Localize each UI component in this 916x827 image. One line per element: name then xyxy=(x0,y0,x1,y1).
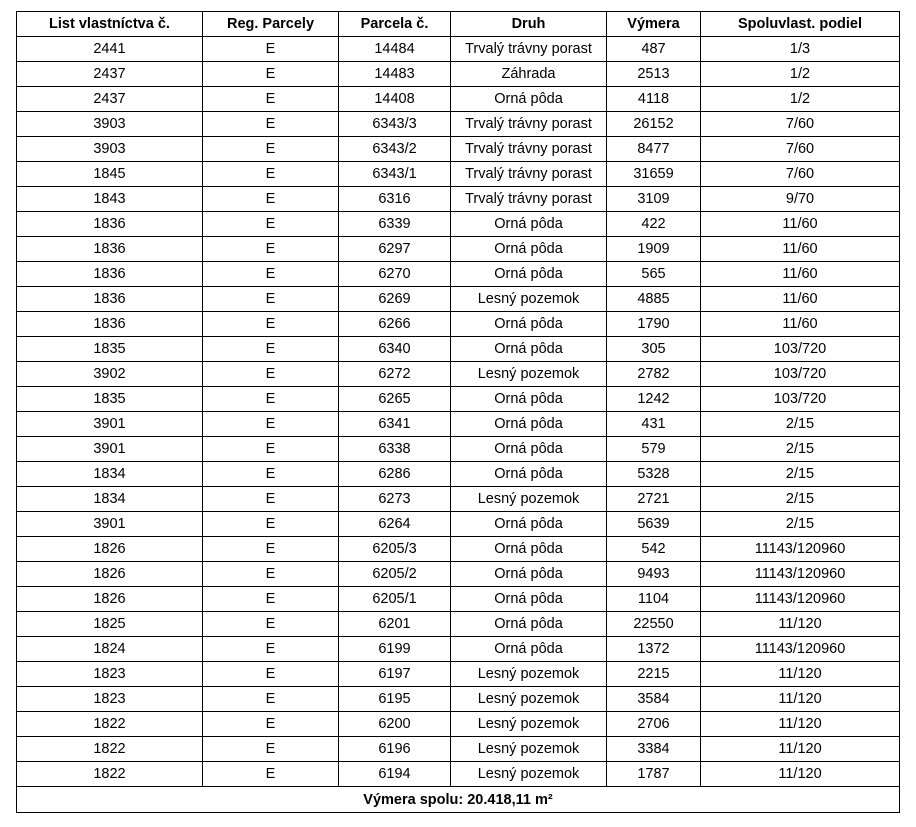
table-row xyxy=(17,387,900,412)
druh-cell: Orná pôda xyxy=(451,412,607,437)
parcela-cell: 6273 xyxy=(339,487,451,512)
druh-cell: Lesný pozemok xyxy=(451,762,607,787)
parcela-cell: 6199 xyxy=(339,637,451,662)
table-row xyxy=(17,362,900,387)
vymera-cell: 2513 xyxy=(607,62,701,87)
druh-cell: Orná pôda xyxy=(451,87,607,112)
list-vlastnictva-cell: 1826 xyxy=(17,537,203,562)
spoluvlast-podiel-cell: 11/120 xyxy=(701,762,900,787)
vymera-cell: 26152 xyxy=(607,112,701,137)
vymera-cell: 22550 xyxy=(607,612,701,637)
reg-parcely-cell: E xyxy=(203,62,339,87)
list-vlastnictva-cell: 1845 xyxy=(17,162,203,187)
spoluvlast-podiel-cell: 103/720 xyxy=(701,387,900,412)
vymera-cell: 1104 xyxy=(607,587,701,612)
druh-cell: Orná pôda xyxy=(451,612,607,637)
druh-cell: Orná pôda xyxy=(451,212,607,237)
table-row xyxy=(17,737,900,762)
header-vymera: Výmera xyxy=(607,12,701,37)
parcela-cell: 6205/2 xyxy=(339,562,451,587)
parcela-cell: 6264 xyxy=(339,512,451,537)
table-row xyxy=(17,537,900,562)
vymera-cell: 2782 xyxy=(607,362,701,387)
spoluvlast-podiel-cell: 2/15 xyxy=(701,512,900,537)
reg-parcely-cell: E xyxy=(203,487,339,512)
list-vlastnictva-cell: 2441 xyxy=(17,37,203,62)
reg-parcely-cell: E xyxy=(203,662,339,687)
parcela-cell: 6297 xyxy=(339,237,451,262)
reg-parcely-cell: E xyxy=(203,337,339,362)
druh-cell: Lesný pozemok xyxy=(451,487,607,512)
reg-parcely-cell: E xyxy=(203,537,339,562)
spoluvlast-podiel-cell: 11/120 xyxy=(701,737,900,762)
table-row xyxy=(17,212,900,237)
reg-parcely-cell: E xyxy=(203,212,339,237)
list-vlastnictva-cell: 1843 xyxy=(17,187,203,212)
spoluvlast-podiel-cell: 11/120 xyxy=(701,712,900,737)
vymera-cell: 487 xyxy=(607,37,701,62)
reg-parcely-cell: E xyxy=(203,562,339,587)
druh-cell: Orná pôda xyxy=(451,262,607,287)
spoluvlast-podiel-cell: 11/120 xyxy=(701,662,900,687)
table-row xyxy=(17,662,900,687)
parcela-cell: 6195 xyxy=(339,687,451,712)
vymera-cell: 4885 xyxy=(607,287,701,312)
parcela-cell: 14483 xyxy=(339,62,451,87)
druh-cell: Orná pôda xyxy=(451,562,607,587)
druh-cell: Lesný pozemok xyxy=(451,737,607,762)
parcela-cell: 6343/3 xyxy=(339,112,451,137)
vymera-cell: 31659 xyxy=(607,162,701,187)
spoluvlast-podiel-cell: 7/60 xyxy=(701,112,900,137)
list-vlastnictva-cell: 1822 xyxy=(17,712,203,737)
table-row xyxy=(17,312,900,337)
reg-parcely-cell: E xyxy=(203,687,339,712)
reg-parcely-cell: E xyxy=(203,712,339,737)
list-vlastnictva-cell: 1836 xyxy=(17,287,203,312)
parcela-cell: 6343/2 xyxy=(339,137,451,162)
parcela-cell: 6343/1 xyxy=(339,162,451,187)
list-vlastnictva-cell: 2437 xyxy=(17,87,203,112)
spoluvlast-podiel-cell: 103/720 xyxy=(701,337,900,362)
list-vlastnictva-cell: 1834 xyxy=(17,487,203,512)
table-row xyxy=(17,762,900,787)
vymera-cell: 4118 xyxy=(607,87,701,112)
druh-cell: Orná pôda xyxy=(451,587,607,612)
reg-parcely-cell: E xyxy=(203,387,339,412)
spoluvlast-podiel-cell: 11143/120960 xyxy=(701,637,900,662)
list-vlastnictva-cell: 1835 xyxy=(17,337,203,362)
total-row xyxy=(17,787,900,813)
druh-cell: Orná pôda xyxy=(451,512,607,537)
table-row xyxy=(17,462,900,487)
list-vlastnictva-cell: 1836 xyxy=(17,237,203,262)
druh-cell: Trvalý trávny porast xyxy=(451,187,607,212)
parcela-cell: 6269 xyxy=(339,287,451,312)
vymera-cell: 9493 xyxy=(607,562,701,587)
reg-parcely-cell: E xyxy=(203,87,339,112)
druh-cell: Lesný pozemok xyxy=(451,687,607,712)
reg-parcely-cell: E xyxy=(203,362,339,387)
reg-parcely-cell: E xyxy=(203,112,339,137)
list-vlastnictva-cell: 3901 xyxy=(17,437,203,462)
table-header-row xyxy=(17,12,900,37)
reg-parcely-cell: E xyxy=(203,412,339,437)
list-vlastnictva-cell: 1826 xyxy=(17,587,203,612)
druh-cell: Orná pôda xyxy=(451,387,607,412)
druh-cell: Lesný pozemok xyxy=(451,287,607,312)
reg-parcely-cell: E xyxy=(203,162,339,187)
vymera-cell: 2706 xyxy=(607,712,701,737)
vymera-cell: 565 xyxy=(607,262,701,287)
spoluvlast-podiel-cell: 7/60 xyxy=(701,137,900,162)
vymera-cell: 3584 xyxy=(607,687,701,712)
parcela-cell: 6197 xyxy=(339,662,451,687)
spoluvlast-podiel-cell: 11/60 xyxy=(701,312,900,337)
reg-parcely-cell: E xyxy=(203,237,339,262)
parcela-cell: 6200 xyxy=(339,712,451,737)
druh-cell: Trvalý trávny porast xyxy=(451,137,607,162)
spoluvlast-podiel-cell: 2/15 xyxy=(701,487,900,512)
druh-cell: Záhrada xyxy=(451,62,607,87)
spoluvlast-podiel-cell: 11/60 xyxy=(701,212,900,237)
table-row xyxy=(17,112,900,137)
druh-cell: Orná pôda xyxy=(451,237,607,262)
parcela-cell: 6205/3 xyxy=(339,537,451,562)
vymera-cell: 431 xyxy=(607,412,701,437)
vymera-cell: 305 xyxy=(607,337,701,362)
reg-parcely-cell: E xyxy=(203,762,339,787)
parcela-cell: 6338 xyxy=(339,437,451,462)
parcela-cell: 6265 xyxy=(339,387,451,412)
druh-cell: Orná pôda xyxy=(451,437,607,462)
vymera-cell: 3109 xyxy=(607,187,701,212)
druh-cell: Orná pôda xyxy=(451,462,607,487)
reg-parcely-cell: E xyxy=(203,187,339,212)
spoluvlast-podiel-cell: 11/60 xyxy=(701,237,900,262)
druh-cell: Orná pôda xyxy=(451,337,607,362)
reg-parcely-cell: E xyxy=(203,637,339,662)
header-reg-parcely: Reg. Parcely xyxy=(203,12,339,37)
list-vlastnictva-cell: 1822 xyxy=(17,762,203,787)
parcela-cell: 6316 xyxy=(339,187,451,212)
druh-cell: Trvalý trávny porast xyxy=(451,162,607,187)
spoluvlast-podiel-cell: 2/15 xyxy=(701,412,900,437)
list-vlastnictva-cell: 3902 xyxy=(17,362,203,387)
druh-cell: Trvalý trávny porast xyxy=(451,37,607,62)
parcela-cell: 6201 xyxy=(339,612,451,637)
list-vlastnictva-cell: 2437 xyxy=(17,62,203,87)
list-vlastnictva-cell: 1836 xyxy=(17,262,203,287)
spoluvlast-podiel-cell: 11143/120960 xyxy=(701,587,900,612)
header-list-vlastnictva: List vlastníctva č. xyxy=(17,12,203,37)
spoluvlast-podiel-cell: 11143/120960 xyxy=(701,562,900,587)
vymera-cell: 2215 xyxy=(607,662,701,687)
table-row xyxy=(17,62,900,87)
table-row xyxy=(17,712,900,737)
header-parcela: Parcela č. xyxy=(339,12,451,37)
vymera-cell: 1790 xyxy=(607,312,701,337)
parcela-cell: 6339 xyxy=(339,212,451,237)
vymera-cell: 5328 xyxy=(607,462,701,487)
druh-cell: Trvalý trávny porast xyxy=(451,112,607,137)
parcela-cell: 6272 xyxy=(339,362,451,387)
reg-parcely-cell: E xyxy=(203,512,339,537)
table-row xyxy=(17,587,900,612)
list-vlastnictva-cell: 1834 xyxy=(17,462,203,487)
druh-cell: Lesný pozemok xyxy=(451,362,607,387)
parcela-cell: 6270 xyxy=(339,262,451,287)
reg-parcely-cell: E xyxy=(203,312,339,337)
spoluvlast-podiel-cell: 11/60 xyxy=(701,287,900,312)
vymera-cell: 1242 xyxy=(607,387,701,412)
table-row xyxy=(17,412,900,437)
spoluvlast-podiel-cell: 1/3 xyxy=(701,37,900,62)
table-row xyxy=(17,187,900,212)
table-row xyxy=(17,512,900,537)
list-vlastnictva-cell: 1826 xyxy=(17,562,203,587)
parcela-cell: 6286 xyxy=(339,462,451,487)
spoluvlast-podiel-cell: 2/15 xyxy=(701,462,900,487)
parcela-cell: 6196 xyxy=(339,737,451,762)
list-vlastnictva-cell: 3901 xyxy=(17,512,203,537)
vymera-cell: 1787 xyxy=(607,762,701,787)
header-druh: Druh xyxy=(451,12,607,37)
vymera-cell: 579 xyxy=(607,437,701,462)
table-row xyxy=(17,637,900,662)
table-row xyxy=(17,487,900,512)
parcela-cell: 14408 xyxy=(339,87,451,112)
spoluvlast-podiel-cell: 2/15 xyxy=(701,437,900,462)
spoluvlast-podiel-cell: 9/70 xyxy=(701,187,900,212)
list-vlastnictva-cell: 1836 xyxy=(17,212,203,237)
list-vlastnictva-cell: 1822 xyxy=(17,737,203,762)
spoluvlast-podiel-cell: 1/2 xyxy=(701,87,900,112)
vymera-cell: 422 xyxy=(607,212,701,237)
parcela-cell: 6266 xyxy=(339,312,451,337)
table-body xyxy=(17,37,900,787)
druh-cell: Lesný pozemok xyxy=(451,712,607,737)
reg-parcely-cell: E xyxy=(203,587,339,612)
list-vlastnictva-cell: 1823 xyxy=(17,662,203,687)
header-spoluvlast-podiel: Spoluvlast. podiel xyxy=(701,12,900,37)
spoluvlast-podiel-cell: 7/60 xyxy=(701,162,900,187)
reg-parcely-cell: E xyxy=(203,462,339,487)
parcel-table xyxy=(16,11,900,813)
table-row xyxy=(17,37,900,62)
vymera-cell: 1372 xyxy=(607,637,701,662)
table-row xyxy=(17,237,900,262)
vymera-cell: 8477 xyxy=(607,137,701,162)
list-vlastnictva-cell: 1823 xyxy=(17,687,203,712)
list-vlastnictva-cell: 1835 xyxy=(17,387,203,412)
list-vlastnictva-cell: 3903 xyxy=(17,112,203,137)
druh-cell: Orná pôda xyxy=(451,537,607,562)
table-row xyxy=(17,562,900,587)
reg-parcely-cell: E xyxy=(203,612,339,637)
total-area: Výmera spolu: 20.418,11 m² xyxy=(17,787,900,813)
list-vlastnictva-cell: 1824 xyxy=(17,637,203,662)
spoluvlast-podiel-cell: 11/120 xyxy=(701,612,900,637)
vymera-cell: 542 xyxy=(607,537,701,562)
vymera-cell: 1909 xyxy=(607,237,701,262)
list-vlastnictva-cell: 1836 xyxy=(17,312,203,337)
spoluvlast-podiel-cell: 11143/120960 xyxy=(701,537,900,562)
parcela-cell: 6341 xyxy=(339,412,451,437)
parcela-cell: 14484 xyxy=(339,37,451,62)
list-vlastnictva-cell: 3901 xyxy=(17,412,203,437)
table-row xyxy=(17,337,900,362)
vymera-cell: 2721 xyxy=(607,487,701,512)
list-vlastnictva-cell: 1825 xyxy=(17,612,203,637)
spoluvlast-podiel-cell: 11/120 xyxy=(701,687,900,712)
reg-parcely-cell: E xyxy=(203,287,339,312)
table-row xyxy=(17,687,900,712)
parcela-cell: 6194 xyxy=(339,762,451,787)
table-row xyxy=(17,162,900,187)
table-row xyxy=(17,287,900,312)
reg-parcely-cell: E xyxy=(203,737,339,762)
spoluvlast-podiel-cell: 1/2 xyxy=(701,62,900,87)
reg-parcely-cell: E xyxy=(203,137,339,162)
table-row xyxy=(17,612,900,637)
druh-cell: Orná pôda xyxy=(451,312,607,337)
spoluvlast-podiel-cell: 11/60 xyxy=(701,262,900,287)
reg-parcely-cell: E xyxy=(203,262,339,287)
druh-cell: Lesný pozemok xyxy=(451,662,607,687)
list-vlastnictva-cell: 3903 xyxy=(17,137,203,162)
table-row xyxy=(17,137,900,162)
parcela-cell: 6340 xyxy=(339,337,451,362)
parcela-cell: 6205/1 xyxy=(339,587,451,612)
vymera-cell: 5639 xyxy=(607,512,701,537)
vymera-cell: 3384 xyxy=(607,737,701,762)
spoluvlast-podiel-cell: 103/720 xyxy=(701,362,900,387)
druh-cell: Orná pôda xyxy=(451,637,607,662)
table-row xyxy=(17,262,900,287)
reg-parcely-cell: E xyxy=(203,437,339,462)
table-row xyxy=(17,87,900,112)
reg-parcely-cell: E xyxy=(203,37,339,62)
table-row xyxy=(17,437,900,462)
